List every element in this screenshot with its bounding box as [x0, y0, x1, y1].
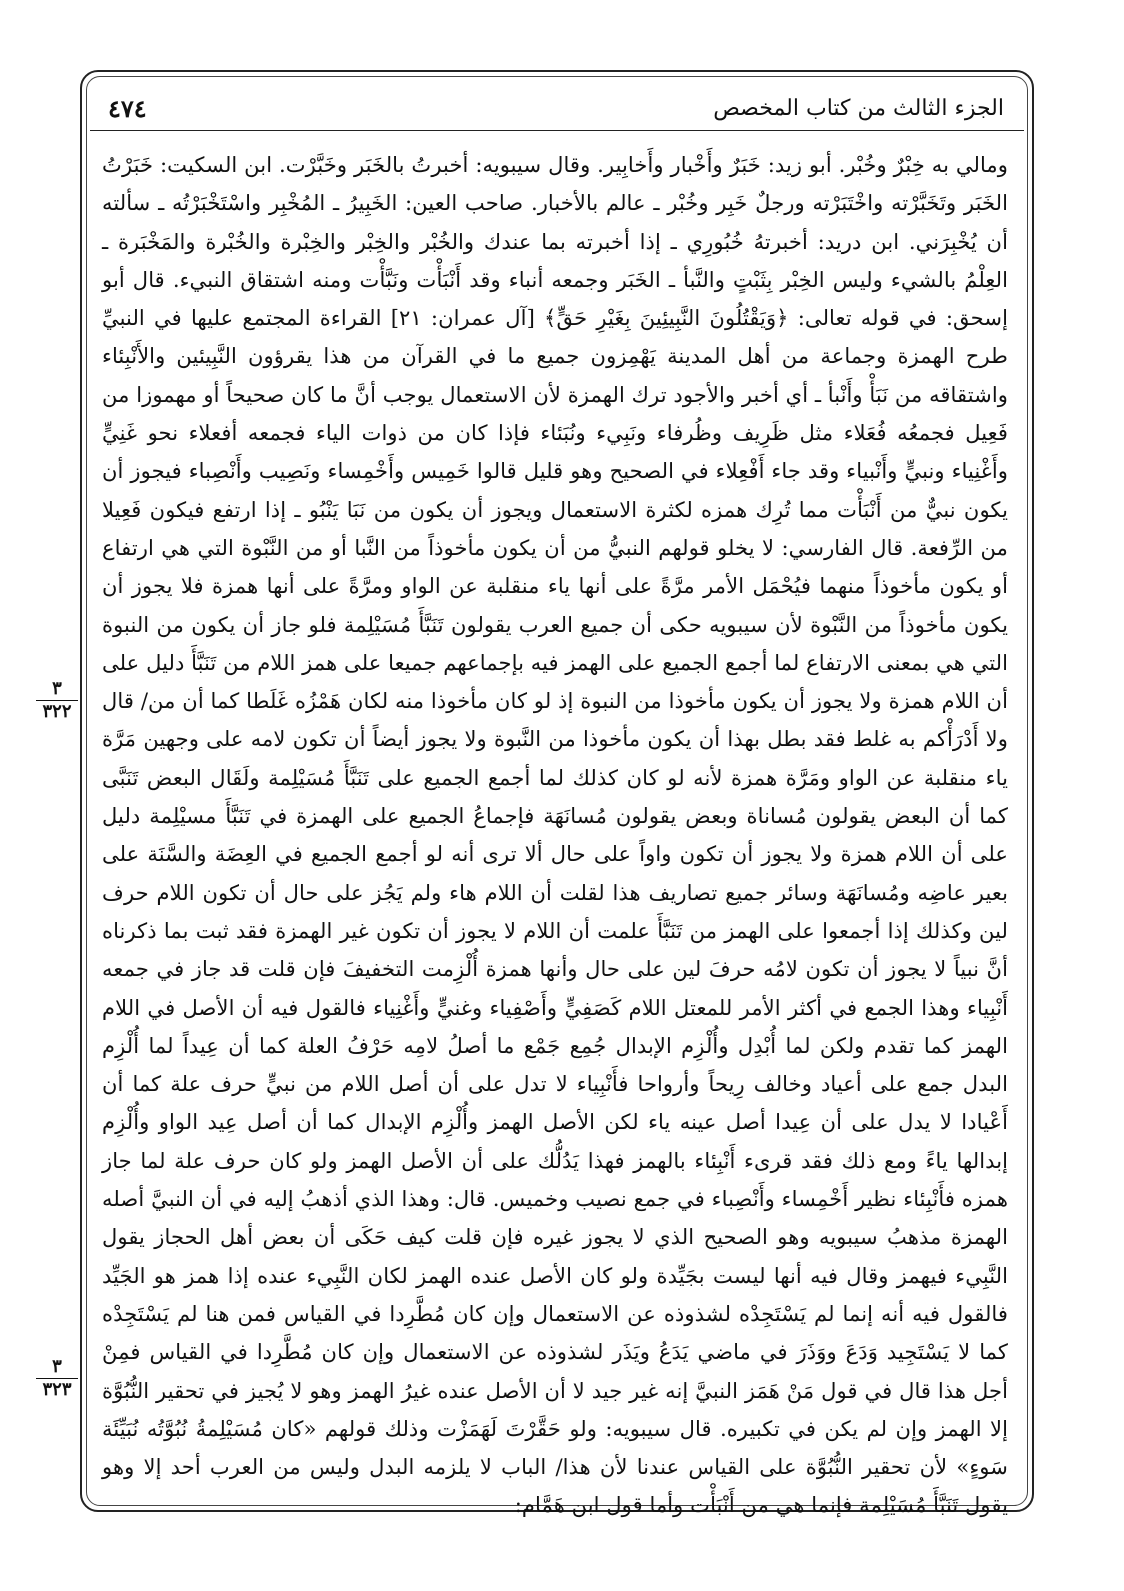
margin-page: ٣٢٢: [36, 700, 78, 721]
header-divider: [90, 130, 1024, 131]
running-title: الجزء الثالث من كتاب المخصص: [713, 96, 1004, 121]
margin-reference: [36, 1358, 78, 1399]
page-number: ٤٧٤: [108, 94, 147, 123]
margin-page: ٣٢٣: [36, 1378, 78, 1399]
margin-volume: ٣: [52, 678, 62, 699]
page-header: [90, 88, 1024, 128]
margin-volume: ٣: [52, 1356, 62, 1377]
paragraph: ومالي به خِبْرٌ وخُبْر. أبو زيد: خَبَرٌ وأَخْبار وأَخابِير. وقال سيبويه: أخبرتُ بالخَبَر وخَبَّرْت. ابن السكيت: خَبَرْتُ الخَبَر وتَخَبَّرْته واخْتَبَرْته ورجلٌ خَبِر وخُبْر ـ عالم بالأخبار. صاحب العين: الخَبِيرُ ـ المُخْبِر واسْتَخْبَرْتُه ـ سألته أن يُخْبِرَني. ابن دريد: أخبرتهُ خُبُورِي ـ إذا أخبرته بما عندك والخُبْر والخِبْر والخِبْرة والخُبْرة والمَخْبَرة ـ العِلْمُ بالشيء وليس الخِبْر بِثَبْتٍ والنَّبأ ـ الخَبَر وجمعه أنباء وقد أَنْبَأْت ونَبَّأْت ومنه اشتقاق النبيء. قال أبو إسحق: في قوله تعالى: ﴿وَيَقْتُلُونَ النَّبِيئِينَ بِغَيْرِ حَقٍّ﴾ [آل عمران: ٢١] القراءة المجتمع عليها في النبيِّ طرح الهمزة وجماعة من أهل المدينة يَهْمِزون جميع ما في القرآن من هذا يقرؤون النَّبِيئين والأَنْبِئاء واشتقاقه من نَبَأْ وأَنْبأ ـ أي أخبر والأجود ترك الهمزة لأن الاستعمال يوجب أنَّ ما كان صحيحاً أو مهموزا من فَعِيل فجمعُه فُعَلاء مثل ظَرِيف وظُرفاء ونَبِيء ونُبَئاء فإذا كان من ذوات الياء فجمعه أفعلاء نحو غَنِيٍّ وأَغْنِياء ونبيٍّ وأَنْبياء وقد جاء أَفْعِلاء في الصحيح وهو قليل قالوا خَمِيس وأَخْمِساء ونَصِيب وأَنْصِباء فيجوز أن يكون نبيٌّ من أَنْبَأْت مما تُرِك همزه لكثرة الاستعمال ويجوز أن يكون من نَبَا يَنْبُو ـ إذا ارتفع فيكون فَعِيلا من الرِّفعة. قال الفارسي: لا يخلو قولهم النبيُّ من أن يكون مأخوذاً من النَّبا أو من النَّبْوة التي هي ارتفاع أو يكون مأخوذاً منهما فيُحْمَل الأمر مرَّةً على أنها ياء منقلبة عن الواو ومرَّةً على أنها همزة فلا يجوز أن يكون مأخوذاً من النَّبْوة لأن سيبويه حكى أن جميع العرب يقولون تَنَبَّأَ مُسَيْلِمة فلو جاز أن يكون من النبوة التي هي بمعنى الارتفاع لما أجمع الجميع على الهمز فيه بإجماعهم جميعا على همز اللام من تَنَبَّأَ دليل على أن اللام همزة ولا يجوز أن يكون مأخوذا من النبوة إذ لو كان مأخوذا منه لكان هَمْزُه غَلَطا كما أن من/ قال ولا أَدْرَأْكم به غلط فقد بطل بهذا أن يكون مأخوذا من النَّبوة ولا يجوز أيضاً أن تكون لامه على وجهين مَرَّة ياء منقلبة عن الواو ومَرَّة همزة لأنه لو كان كذلك لما أجمع الجميع على تَنَبَّأَ مُسَيْلِمة ولَقَال البعض تَنَبَّى كما أن البعض يقولون مُساناة وبعض يقولون مُسانَهَة فإجماعُ الجميع على الهمزة في تَنَبَّأَ مسيْلِمة دليل على أن اللام همزة ولا يجوز أن تكون واواً على حال ألا ترى أنه لو أجمع الجميع في العِضَة والسَّنَة على بعير عاضِه ومُسانَهَة وسائر جميع تصاريف هذا لقلت أن اللام هاء ولم يَجُز على حال أن تكون اللام حرف لين وكذلك إذا أجمعوا على الهمز من تَنَبَّأَ علمت أن اللام لا يجوز أن تكون غير الهمزة فقد ثبت بما ذكرناه أنَّ نبياً لا يجوز أن تكون لامُه حرفَ لين على حال وأنها همزة أُلْزِمت التخفيفَ فإن قلت قد جاز في جمعه أَنْبِياء وهذا الجمع في أكثر الأمر للمعتل اللام كَصَفِيٍّ وأَصْفِياء وغنيٍّ وأَغْنِياء فالقول فيه أن الأصل في اللام الهمز كما تقدم ولكن لما أُبْدِل وأُلْزِم الإبدال جُمِع جَمْع ما أصلُ لامِه حَرْفُ العلة كما أن عِيداً لما أُلْزِم البدل جمع على أعياد وخالف رِيحاً وأرواحا فأَنْبِياء لا تدل على أن أصل اللام من نبيٍّ حرف علة كما أن أَعْيادا لا يدل على أن عِيدا أصل عينه ياء لكن الأصل الهمز وأُلْزِم الإبدال كما أن أصل عِيد الواو وأُلْزِم إبدالها ياءً ومع ذلك فقد قرىء أَنْبِئاء بالهمز فهذا يَدُلُّك على أن الأصل الهمز ولو كان حرف علة لما جاز همزه فأَنْبِئاء نظير أَخْمِساء وأَنْصِباء في جمع نصيب وخميس. قال: وهذا الذي أذهبُ إليه في أن النبيَّ أصله الهمزة مذهبُ سيبويه وهو الصحيح الذي لا يجوز غيره فإن قلت كيف حَكَى أن بعض أهل الحجاز يقول النَّبِيء فيهمز وقال فيه أنها ليست بجَيِّدة ولو كان الأصل عنده الهمز لكان النَّبِيء عنده إذا همز هو الجَيِّد فالقول فيه أنه إنما لم يَسْتَجِدْه لشذوذه عن الاستعمال وإن كان مُطَّرِدا في القياس فمن هنا لم يَسْتَجِدْه كما لا يَسْتَجِيد وَدَعَ ووَذَرَ في ماضي يَدَعُ ويَذَر لشذوذه عن الاستعمال وإن كان مُطَّرِدا في القياس فمِنْ أجل هذا قال في قول مَنْ هَمَز النبيَّ إنه غير جيد لا أن الأصل عنده غيرُ الهمز وهو لا يُجيز في تحقير النُّبُوَّة إلا الهمز وإن لم يكن في تكبيره. قال سيبويه: ولو حَقَّرْتَ لَهَمَزْت وذلك قولهم «كان مُسَيْلِمةُ نُبُوَّتُه نُبَيِّئَة سَوءٍ» لأن تحقير النُّبُوَّة على القياس عندنا لأن هذا/ الباب لا يلزمه البدل وليس من العرب أحد إلا وهو يقول تَنَبَّأَ مُسَيْلِمة فإنما هي من أَنْبَأْت وأما قول ابن هَمَّام:: [102, 152, 1009, 1518]
main-text: [102, 146, 1009, 1518]
margin-reference: [36, 680, 78, 721]
